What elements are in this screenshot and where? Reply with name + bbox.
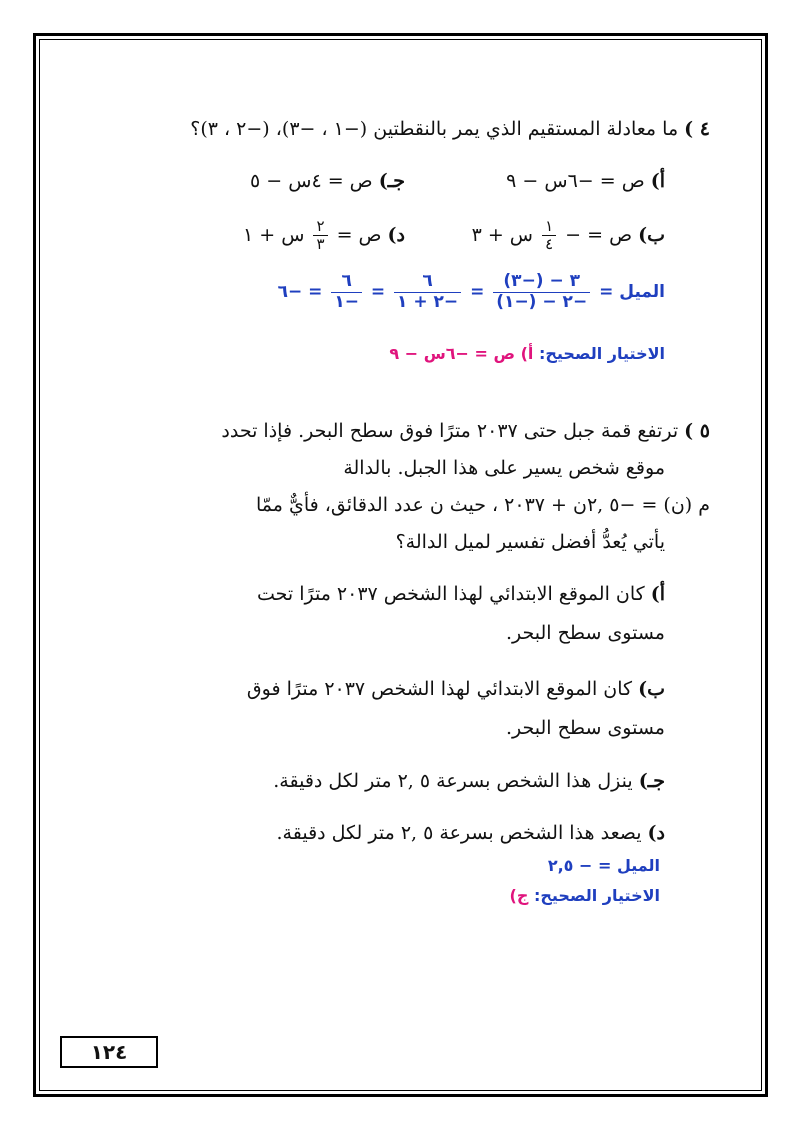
q5-option-b-text: كان الموقع الابتدائي لهذا الشخص ٢٠٣٧ مترًا فوق: [246, 678, 633, 700]
question-4-stem: [190, 118, 710, 140]
fraction-numerator: ٢: [313, 218, 327, 236]
q5-option-c: [273, 770, 665, 792]
q4-option-c-text: ص = ٤س − ٥: [250, 170, 373, 192]
q4-answer-value: أ) ص = −٦س − ٩: [389, 344, 534, 363]
page-border-inner: [39, 39, 762, 1091]
q5-option-b-line-2: مستوى سطح البحر.: [506, 717, 665, 739]
equals-sign: =: [470, 282, 485, 303]
fraction-numerator: ٦: [394, 272, 461, 293]
slope-fraction-2: [394, 272, 461, 312]
q5-answer: [510, 886, 660, 905]
q5-option-b-line-1: [247, 678, 665, 700]
page-number: ١٢٤: [90, 1040, 128, 1064]
q4-option-c-label: جـ): [378, 170, 405, 192]
q4-answer: [389, 344, 665, 363]
fraction-numerator: ١: [542, 218, 556, 236]
slope-fraction-3: [331, 272, 362, 312]
fraction-denominator: −٢ + ١: [397, 291, 459, 312]
q4-answer-label: الاختيار الصحيح:: [538, 344, 665, 363]
q5-option-d-text: يصعد هذا الشخص بسرعة ٥ ,٢ متر لكل دقيقة.: [276, 822, 642, 844]
q4-option-b-label: ب): [638, 223, 665, 246]
q5-slope-line: الميل = − ٢,٥: [547, 856, 660, 875]
question-4-number: ٤ ): [684, 118, 710, 140]
q4-option-a-text: ص = −٦س − ٩: [506, 170, 645, 192]
q4-option-b-pre: ص = −: [565, 223, 633, 246]
q4-slope-result: −٦: [277, 282, 303, 303]
slope-fraction-1: [493, 272, 590, 312]
q5-option-d-label: د): [647, 822, 665, 844]
q4-option-d-pre: ص =: [336, 223, 382, 246]
q4-option-b-fraction: [542, 218, 556, 254]
q4-slope-label: الميل =: [599, 282, 665, 303]
q4-option-a: [506, 170, 665, 192]
q5-answer-value: ج): [509, 886, 529, 905]
q4-option-d-fraction: [313, 218, 327, 254]
fraction-numerator: ٣ − (−٣): [493, 272, 590, 293]
q4-option-d-post: س + ١: [242, 223, 305, 246]
q5-option-d: [277, 822, 665, 844]
question-5-number: ٥ ): [684, 420, 710, 442]
question-5-line-4: يأتي يُعدُّ أفضل تفسير لميل الدالة؟: [395, 531, 665, 553]
q4-option-d-label: د): [387, 223, 405, 246]
q5-answer-label: الاختيار الصحيح:: [533, 886, 660, 905]
q5-option-a-line-1: [257, 583, 665, 605]
question-5-line-1: [221, 420, 710, 442]
fraction-denominator: −٢ − (−١): [496, 291, 588, 312]
question-5-line-3: م (ن) = −٥ ,٢ن + ٢٠٣٧ ، حيث ن عدد الدقائق، فأيٌّ ممّا: [256, 494, 710, 516]
q5-option-a-line-2: مستوى سطح البحر.: [506, 622, 665, 644]
q4-option-c: [250, 170, 405, 192]
q5-option-a-text: كان الموقع الابتدائي لهذا الشخص ٢٠٣٧ مترًا تحت: [256, 583, 645, 605]
equals-sign: =: [370, 282, 386, 303]
q4-option-b-post: س + ٣: [471, 223, 534, 246]
q5-option-c-label: جـ): [638, 770, 665, 792]
q5-option-a-label: أ): [650, 583, 665, 605]
question-4-text: ما معادلة المستقيم الذي يمر بالنقطتين (−١ ، −٣)، (−٢ ، ٣)؟: [190, 118, 679, 140]
fraction-denominator: ٤: [545, 235, 554, 254]
q5-option-c-text: ينزل هذا الشخص بسرعة ٥ ,٢ متر لكل دقيقة.: [273, 770, 633, 792]
q4-option-d: [243, 218, 405, 254]
question-5-text-1: ترتفع قمة جبل حتى ٢٠٣٧ مترًا فوق سطح البحر. فإذا تحدد: [221, 420, 679, 442]
question-5-line-2: موقع شخص يسير على هذا الجبل. بالدالة: [343, 457, 665, 479]
q5-option-b-label: ب): [638, 678, 665, 700]
fraction-denominator: −١: [334, 291, 359, 312]
q4-option-b: [472, 218, 665, 254]
equals-sign: =: [308, 282, 323, 303]
fraction-numerator: ٦: [331, 272, 362, 293]
fraction-denominator: ٣: [316, 235, 325, 254]
page-number-box: [60, 1036, 158, 1068]
q4-option-a-label: أ): [650, 170, 665, 192]
q4-slope-work: [278, 272, 665, 312]
